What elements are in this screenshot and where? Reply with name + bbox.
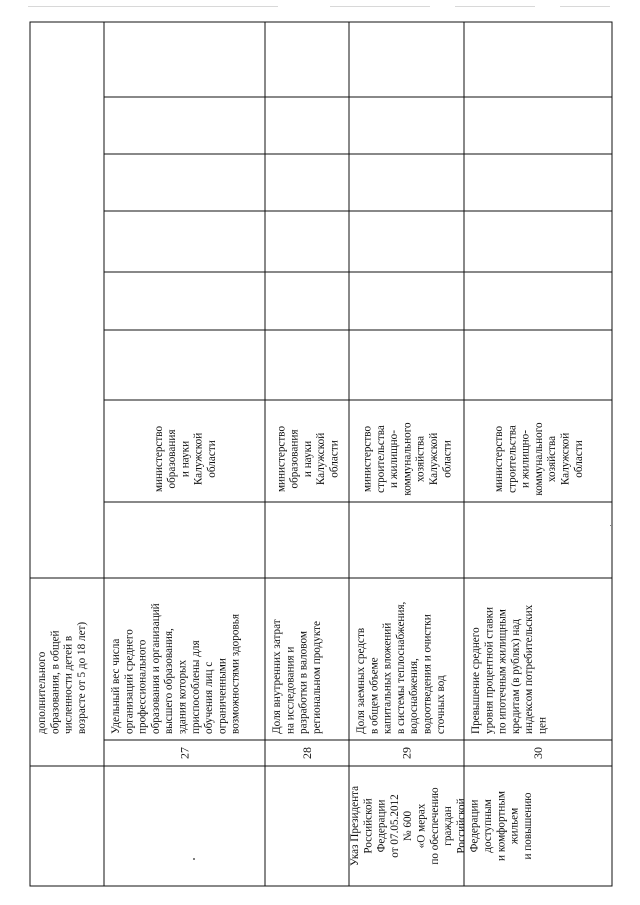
row-number xyxy=(300,747,314,759)
basis-line: Российской xyxy=(362,798,375,854)
responsible-text-line: образования xyxy=(166,429,179,489)
indicator-line: по ипотечным жилищным xyxy=(496,609,509,734)
basis-line: № 600 xyxy=(402,810,415,842)
responsible-text-line: коммунального xyxy=(401,422,414,496)
basis-line: доступным xyxy=(482,799,494,853)
basis-line: «О мерах xyxy=(415,803,428,849)
indicator-text xyxy=(36,622,88,734)
indicator-line: Удельный вес числа xyxy=(110,638,122,734)
indicator-line: ограниченными xyxy=(216,658,229,734)
basis-line: и повышению xyxy=(521,792,534,860)
indicator-line: региональном продукте xyxy=(310,621,323,734)
indicator-line: высшего образования, xyxy=(163,628,176,734)
indicator-line: дополнительного xyxy=(36,651,48,734)
indicator-text xyxy=(355,601,447,734)
responsible-text xyxy=(275,426,340,493)
responsible-text-line: Калужской xyxy=(192,432,205,486)
responsible-text-line: министерство xyxy=(275,425,288,493)
indicator-text xyxy=(470,604,549,734)
responsible-text-line: и науки xyxy=(179,440,192,478)
responsible-text-line: министерство xyxy=(361,425,374,493)
indicator-line: в общем объеме xyxy=(368,657,381,734)
indicator-line: обучения лиц с xyxy=(203,661,216,734)
basis-line: жильем xyxy=(508,807,521,845)
row-number xyxy=(531,747,545,759)
indicator-line: капитальных вложений xyxy=(381,622,394,734)
indicator-line: возрасте от 5 до 18 лет) xyxy=(75,621,88,734)
indicator-line: приспособлены для xyxy=(189,640,202,734)
basis-line: по обеспечению xyxy=(428,787,441,865)
indicator-line: сточных вод xyxy=(434,675,447,734)
indicator-line: численности детей в xyxy=(62,635,75,734)
indicator-line: водоотведения и очистки xyxy=(421,614,434,734)
indicator-line: цен xyxy=(536,717,549,734)
responsible-text-line: образования xyxy=(288,429,301,489)
indicator-line: Превышение среднего xyxy=(470,627,482,734)
responsible-text-line: коммунального xyxy=(532,422,545,496)
basis-line: Указ Президента xyxy=(349,785,361,867)
responsible-text-line: министерство xyxy=(152,425,165,493)
responsible-text xyxy=(362,422,454,496)
row-number xyxy=(400,747,414,759)
indicator-line: на исследования и xyxy=(284,646,297,734)
responsible-text-line: строительства xyxy=(506,425,519,493)
indicator-line: разработки в валовом xyxy=(297,631,310,734)
responsible-text-line: Калужской xyxy=(315,432,328,486)
basis-line: Федерации xyxy=(375,799,388,853)
responsible-text-line: и жилищно- xyxy=(519,430,532,488)
row-number-line: 30 xyxy=(531,747,546,759)
indicator-line: кредитам (в рублях) над xyxy=(509,619,522,734)
basis-line: Федерации xyxy=(468,799,481,853)
responsible-text-line: области xyxy=(572,440,585,478)
responsible-text xyxy=(153,426,218,493)
row-number-line: 27 xyxy=(177,747,192,759)
basis-line: и комфортным xyxy=(495,791,508,861)
responsible-text-line: хозяйства xyxy=(546,435,559,483)
responsible-text-line: области xyxy=(328,440,341,478)
responsible-text-line: и жилищно- xyxy=(388,430,401,488)
basis-line: Российской xyxy=(455,798,468,854)
responsible-text-line: и науки xyxy=(301,440,314,478)
row-number xyxy=(178,747,192,759)
indicator-line: Доля внутренних затрат xyxy=(271,619,283,734)
indicator-line: индексом потребительских xyxy=(523,604,536,734)
indicator-line: в системы теплоснабжения, xyxy=(394,601,407,734)
indicator-line: водоснабжения, xyxy=(408,658,421,734)
responsible-text-line: министерство xyxy=(493,425,506,493)
responsible-text-line: хозяйства xyxy=(414,435,427,483)
responsible-text-line: Калужской xyxy=(559,432,572,486)
responsible-text-line: области xyxy=(441,440,454,478)
indicator-text xyxy=(271,619,323,734)
indicator-line: возможностями здоровья xyxy=(229,614,242,734)
responsible-text-line: Калужской xyxy=(428,432,441,486)
indicator-line: организаций среднего xyxy=(123,629,136,734)
responsible-text-line: строительства xyxy=(374,425,387,493)
row-number-line: 28 xyxy=(300,747,315,759)
row-number-line: 29 xyxy=(399,747,414,759)
responsible-text xyxy=(493,422,585,496)
basis-line: от 07.05.2012 xyxy=(388,794,401,858)
basis-text xyxy=(349,786,534,866)
indicator-line: профессионального xyxy=(136,639,149,734)
indicator-line: уровня процентной ставки xyxy=(483,606,496,734)
responsible-text-line: области xyxy=(206,440,219,478)
indicator-line: образования, в общей xyxy=(49,630,62,734)
indicator-line: здания которых xyxy=(176,659,189,734)
basis-line: граждан xyxy=(442,806,455,846)
indicator-line: Доля заемных средств xyxy=(355,627,367,734)
indicator-line: образования и организаций xyxy=(149,603,162,734)
indicator-text xyxy=(110,603,242,734)
